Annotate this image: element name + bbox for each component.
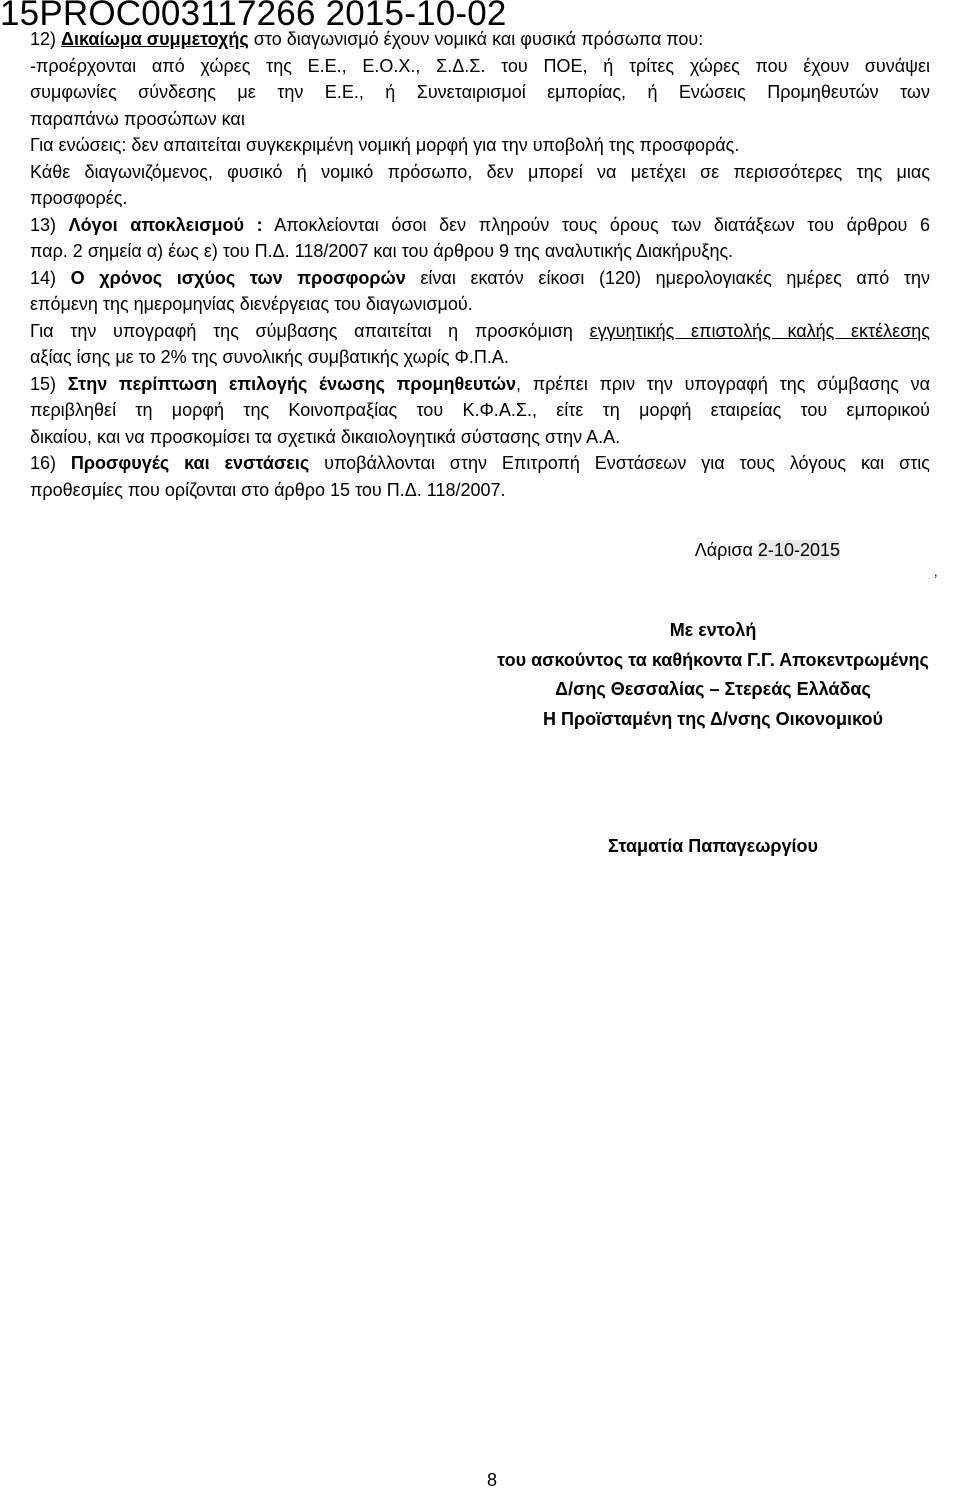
- section-12-line-5: Για ενώσεις: δεν απαιτείται συγκεκριμένη νομική μορφή για την υποβολή της προσφοράς.: [30, 135, 740, 155]
- section-12-line-7: προσφορές.: [30, 188, 128, 208]
- document-stamp: 15PROC003117266 2015-10-02: [0, 0, 507, 33]
- guarantee-letter-term: εγγυητικής επιστολής καλής εκτέλεσης: [589, 320, 930, 341]
- section-16-line-1: [30, 450, 930, 477]
- place-name: Λάρισα: [694, 540, 753, 560]
- page-number: 8: [486, 1470, 497, 1490]
- section-14-title: Ο χρόνος ισχύος των προσφορών: [70, 267, 406, 288]
- section-14-line-2: επόμενη της ημερομηνίας διενέργειας του διαγωνισμού.: [30, 294, 473, 314]
- section-15-line-2: περιβληθεί τη μορφή της Κοινοπραξίας του Κ.Φ.Α.Σ., είτε τη μορφή εταιρείας του εμπορικού: [30, 400, 930, 420]
- signature-line-1: Με εντολή: [669, 620, 757, 640]
- section-12-number: 12): [30, 29, 57, 49]
- signature-line-3: Δ/σης Θεσσαλίας – Στερεάς Ελλάδας: [555, 679, 871, 699]
- section-15-line-1: [30, 371, 930, 398]
- document-body: [30, 26, 930, 503]
- section-14-text-1: είναι εκατόν είκοσι (120) ημερολογιακές ημέρες από την: [420, 267, 930, 288]
- section-16-text-1: υποβάλλονται στην Επιτροπή Ενστάσεων για τους λόγους και στις: [324, 453, 930, 473]
- section-16-title: Προσφυγές και ενστάσεις: [70, 453, 310, 473]
- section-12-line-6: Κάθε διαγωνιζόμενος, φυσικό ή νομικό πρόσωπο, δεν μπορεί να μετέχει σε περισσότερες της μιας: [30, 161, 930, 182]
- section-12-intro: στο διαγωνισμό έχουν νομικά και φυσικά πρόσωπα που:: [253, 29, 704, 49]
- section-12-line-2: -προέρχονται από χώρες της Ε.Ε., Ε.Ο.Χ., Σ.Δ.Σ. του ΠΟΕ, ή τρίτες χώρες που έχουν συνάψει: [30, 55, 930, 76]
- section-14-number: 14): [30, 267, 57, 288]
- section-12-title: Δικαίωμα συμμετοχής: [61, 29, 249, 49]
- place-date: [695, 537, 840, 563]
- section-14-line-3: [30, 318, 930, 345]
- section-15-line-3: δικαίου, και να προσκομίσει τα σχετικά δικαιολογητικά σύστασης στην Α.Α.: [30, 426, 621, 447]
- section-15-text-1: , πρέπει πριν την υπογραφή της σύμβασης να: [516, 373, 930, 394]
- tick-mark: ʼ: [934, 573, 938, 590]
- signer-name: Σταματία Παπαγεωργίου: [607, 836, 819, 856]
- signature-block: [470, 616, 956, 734]
- section-12-line-3: συμφωνίες σύνδεσης με την Ε.Ε., ή Συνεταιρισμοί εμπορίας, ή Ενώσεις Προμηθευτών των: [30, 82, 930, 102]
- section-12-line-1: [30, 26, 930, 53]
- section-13-title: Λόγοι αποκλεισμού :: [68, 214, 263, 235]
- section-12-line-4: παραπάνω προσώπων και: [30, 108, 245, 129]
- section-13-text-1: Αποκλείονται όσοι δεν πληρούν τους όρους των διατάξεων του άρθρου 6: [274, 214, 930, 235]
- section-13-number: 13): [30, 214, 57, 235]
- section-14-text-3: Για την υπογραφή της σύμβασης απαιτείται η προσκόμιση: [30, 320, 573, 341]
- section-15-title: Στην περίπτωση επιλογής ένωσης προμηθευτών: [67, 373, 517, 394]
- section-16-number: 16): [30, 453, 57, 473]
- section-16-line-2: προθεσμίες που ορίζονται στο άρθρο 15 του Π.Δ. 118/2007.: [30, 479, 506, 500]
- signature-line-4: Η Προϊσταμένη της Δ/νσης Οικονομικού: [543, 708, 883, 729]
- signature-line-2: του ασκούντος τα καθήκοντα Γ.Γ. Αποκεντρωμένης: [497, 649, 929, 670]
- document-date: 2-10-2015: [757, 540, 840, 560]
- section-15-number: 15): [30, 373, 57, 394]
- section-13-line-1: [30, 212, 930, 239]
- section-14-line-1: [30, 265, 930, 292]
- section-13-line-2: παρ. 2 σημεία α) έως ε) του Π.Δ. 118/2007 και του άρθρου 9 της αναλυτικής Διακήρυξης.: [30, 241, 734, 261]
- section-14-line-4: αξίας ίσης με το 2% της συνολικής συμβατικής χωρίς Φ.Π.Α.: [30, 347, 509, 367]
